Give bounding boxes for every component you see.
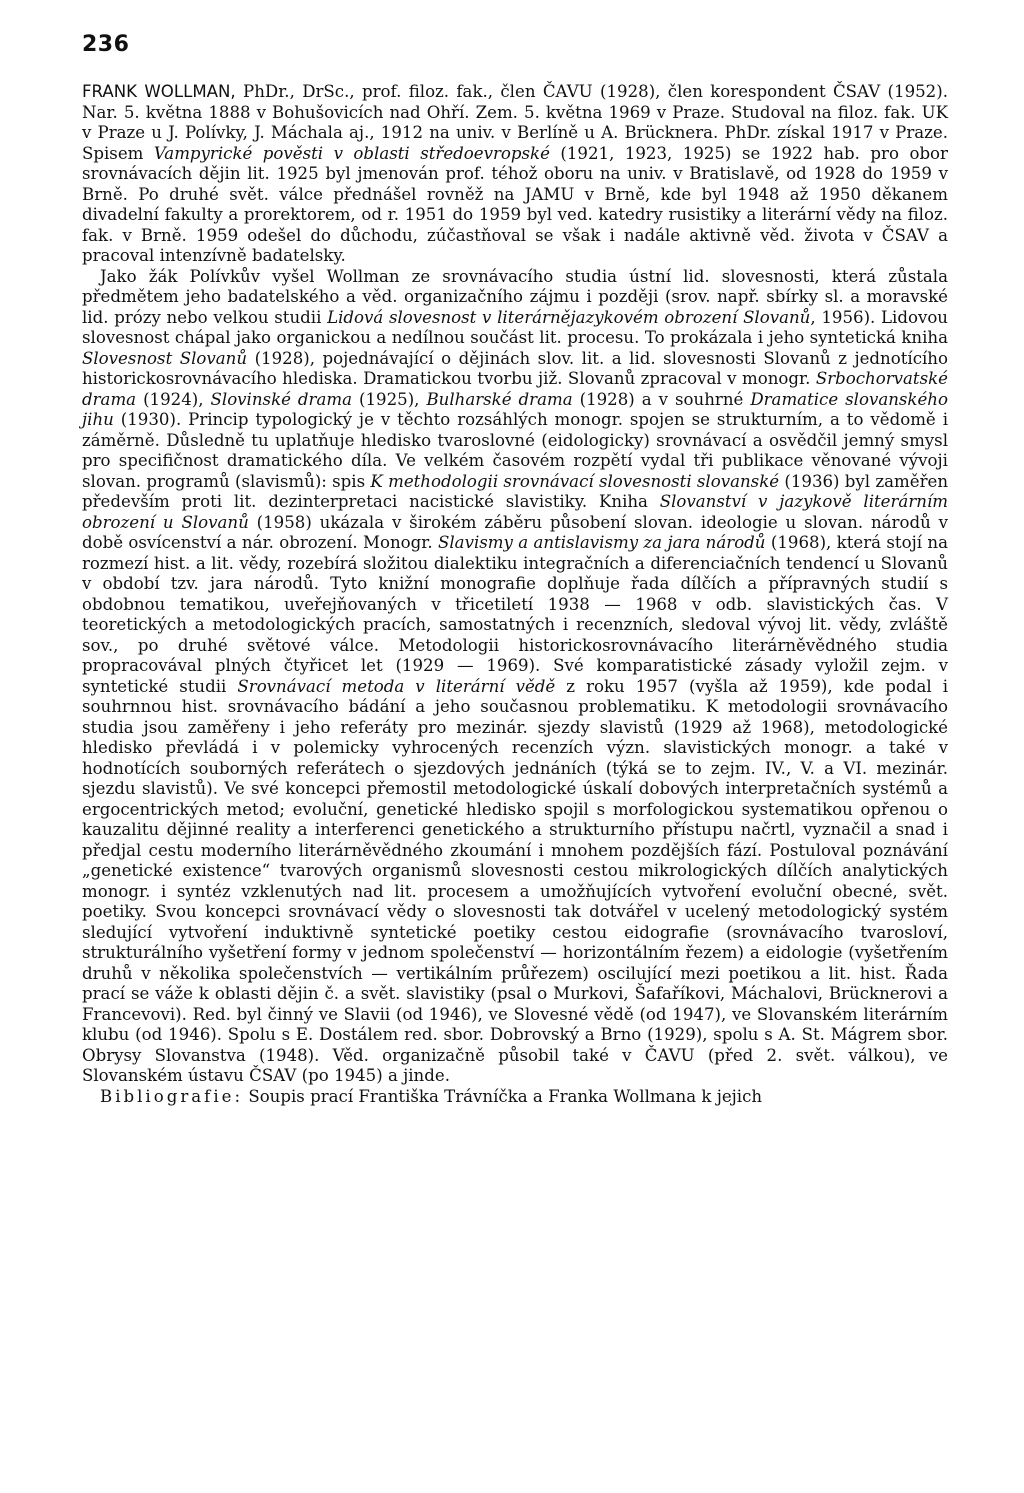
entry-bibliography-paragraph xyxy=(82,1087,948,1108)
text-run: (1925), xyxy=(352,389,427,409)
text-run: (1928), pojednávající o dějinách slov. lit. a lid. slovesnosti Slovanů z jednotícího historickosrovnávacího hlediska. Dramatickou tvorbu již. Slovanů zpracoval v monogr. xyxy=(82,348,948,388)
text-run: (1936) byl zaměřen především proti lit. dezinterpretaci nacistické slavistiky. Kniha xyxy=(82,471,949,511)
text-run: (1921, 1923, 1925) se 1922 hab. pro obor srovnávacích dějin lit. 1925 byl jmenován prof. téhož oboru na univ. v Bratislavě, od 1928 do 1959 v Brně. Po druhé svět. válce přednášel rovněž na JAMU v Brně, kde byl 1948 až 1950 děkanem divadelní fakulty a prorektorem, od r. 1951 do 1959 byl ved. katedry rusistiky a literární vědy na filoz. fak. v Brně. 1959 odešel do důchodu, zúčastňoval se však i nadále aktivně věd. života v ČSAV a pracoval intenzívně badatelsky. xyxy=(82,143,948,265)
encyclopedia-entry xyxy=(82,82,948,1107)
text-run: (1928) a v souhrné xyxy=(572,389,751,409)
work-title: Slovinské drama xyxy=(210,389,353,409)
work-title: Lidová slovesnost v literárnějazykovém obrození Slovanů xyxy=(327,307,811,327)
work-title: Srovnávací metoda v literární vědě xyxy=(237,676,556,696)
text-run: (1958) ukázala v širokém záběru působení slovan. ideologie u slovan. národů v době osvícenství a nár. obrození. Monogr. xyxy=(82,512,948,552)
work-title: Dramatice slovanského jihu xyxy=(82,389,948,429)
text-run: (1968), která stojí na rozmezí hist. a lit. vědy, rozebírá složitou dialektiku integračních a diferenciačních tendencí u Slovanů v období tzv. jara národů. Tyto knižní monografie doplňuje řada dílčích a přípravných studií s obdobnou tematikou, uveřejňovaných v třicetiletí 1938 — 1968 v odb. slavistických čas. V teoretických a metodologických pracích, samostatných i recenzních, sledoval vývoj lit. vědy, zvláště sov., po druhé světové válce. Metodologii historickosrovnávacího literárněvědného studia propracovával plných čtyřicet let (1929 — 1969). Své komparatistické zásady vyložil zejm. v syntetické studii xyxy=(82,533,948,696)
work-title: Slovesnost Slovanů xyxy=(82,348,248,368)
entry-scholarship-paragraph xyxy=(82,267,948,1087)
page-number: 236 xyxy=(82,32,130,57)
work-title: Slovanství v jazykově literárním obrození u Slovanů xyxy=(82,492,948,532)
work-title: K methodologii srovnávací slovesnosti slovanské xyxy=(370,471,780,491)
entry-biography-paragraph xyxy=(82,82,948,267)
text-run: (1930). Princip typologický je v těchto rozsáhlých monogr. spojen se strukturním, a to vědomě i záměrně. Důsledně tu uplatňuje hledisko tvaroslovné (eidologicky) srovnávací a osvědčil jemný smysl pro specifičnost dramatického díla. Ve velkém časovém rozpětí vydal tři publikace věnované vývoji slovan. programů (slavismů): spis xyxy=(82,410,948,491)
work-title: Bulharské drama xyxy=(426,389,573,409)
text-run: z roku 1957 (vyšla až 1959), kde podal i souhrnnou hist. srovnávacího bádání a jeho současnou problematiku. K metodologii srovnávacího studia jsou zaměřeny i jeho referáty pro mezinár. sjezdy slavistů (1929 až 1968), metodologické hledisko převládá i v polemicky vyhrocených recenzích význ. slavistických monogr. a také v hodnotících souborných referátech o sjezdových jednáních (týká se to zejm. IV., V. a VI. mezinár. sjezdu slavistů). Ve své koncepci přemostil metodologické úskalí dobových interpretačních systémů a ergocentrických metod; evoluční, genetické hledisko spojil s morfologickou systematikou opřenou o kauzalitu dějinné reality a interferenci genetického a strukturního přístupu načrtl, vyznačil a snad i předjal cestu moderního literárněvědného zkoumání i mnohem pozdějších fází. Postuloval poznávání „genetické existence“ tvarových organismů slovesnosti cestou mikrologických dílčích analytických monogr. i syntéz vzklenutých nad lit. procesem a umožňujících vytvoření evoluční obecné, svět. poetiky. Svou koncepci srovnávací vědy o slovesnosti tak dotvářel v ucelený metodologický systém sledující vytvoření induktivně syntetické poetiky cestou eidografie (srovnávacího tvarosloví, strukturálního vyšetření formy v jednom společenství — horizontálním řezem) a eidologie (vyšetřením druhů v několika společenstvích — vertikálním průřezem) oscilující mezi poetikou a lit. hist. Řada prací se váže k oblasti dějin č. a svět. slavistiky (psal o Murkovi, Šafaříkovi, Máchalovi, Brücknerovi a Francevovi). Red. byl činný ve Slavii (od 1946), ve Slovesné vědě (od 1947), ve Slovanském literárním klubu (od 1946). Spolu s E. Dostálem red. sbor. Dobrovský a Brno (1929), spolu s A. St. Mágrem sbor. Obrysy Slovanstva (1948). Věd. organizačně působil také v ČAVU (před 2. svět. válkou), ve Slovanském ústavu ČSAV (po 1945) a jinde. xyxy=(82,676,948,1085)
work-title: Vampyrické pověsti v oblasti středoevropské xyxy=(153,143,550,163)
text-run: PhDr., DrSc., prof. filoz. fak., člen ČAVU (1928), člen korespondent ČSAV (1952). Nar. 5. května 1888 v Bohušovicích nad Ohří. Zem. 5. května 1969 v Praze. Studoval na filoz. fak. UK v Praze u J. Polívky, J. Máchala aj., 1912 na univ. v Berlíně u A. Brücknera. PhDr. získal 1917 v Praze. Spisem xyxy=(82,82,948,163)
text-run: (1924), xyxy=(136,389,211,409)
text-run: , 1956). Lidovou slovesnost chápal jako organickou a nedílnou součást lit. procesu. To prokázala i jeho syntetická kniha xyxy=(82,307,948,347)
bibliography-text: Soupis prací Františka Trávníčka a Franka Wollmana k jejich xyxy=(243,1086,763,1106)
work-title: Srbochorvatské drama xyxy=(82,369,948,409)
work-title: Slavismy a antislavismy za jara národů xyxy=(438,533,766,552)
entry-headword: FRANK WOLLMAN, xyxy=(82,82,236,101)
bibliography-label: Bibliografie: xyxy=(100,1086,244,1106)
text-run: Jako žák Polívkův vyšel Wollman ze srovnávacího studia ústní lid. slovesnosti, která zůstala předmětem jeho badatelského a věd. organizačního zájmu i později (srov. např. sbírky sl. a moravské lid. prózy nebo velkou studii xyxy=(82,266,948,327)
